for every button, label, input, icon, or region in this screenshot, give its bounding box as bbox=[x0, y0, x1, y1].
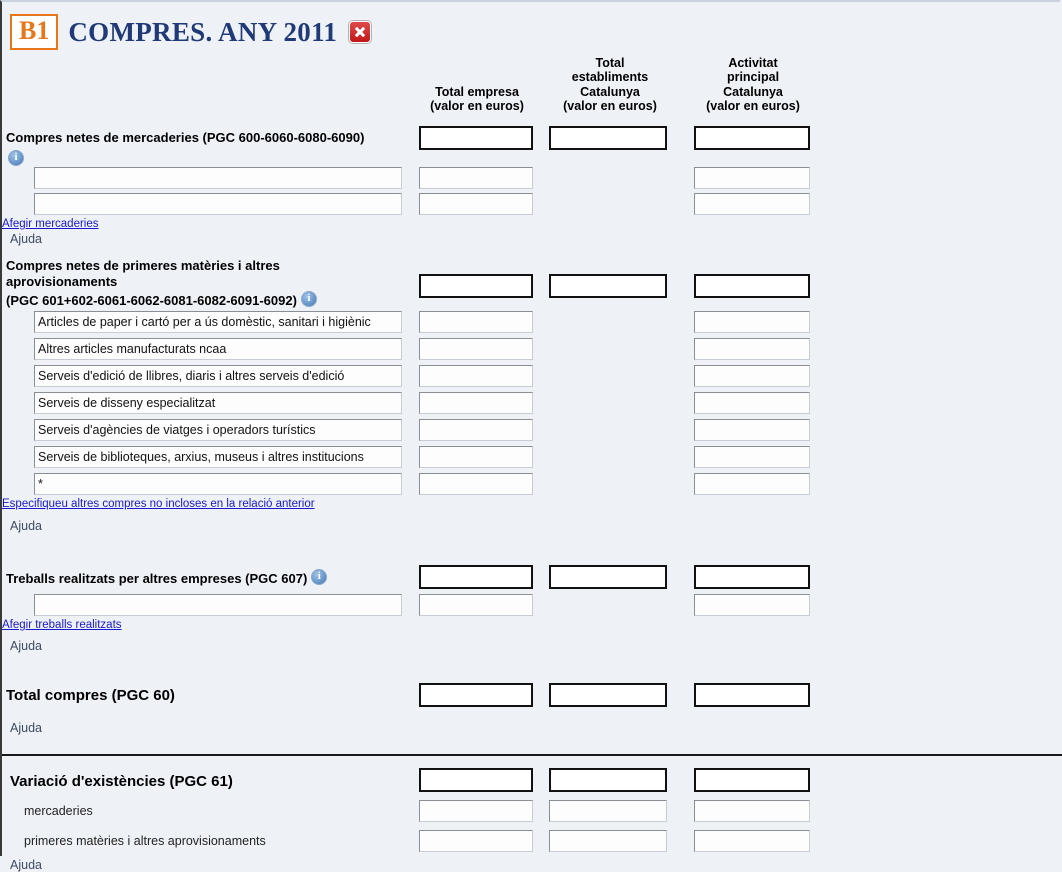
help-label-mercaderies[interactable]: Ajuda bbox=[10, 232, 42, 246]
help-label-primeres-materies[interactable]: Ajuda bbox=[10, 519, 42, 533]
primeres-materies-row-description-input[interactable] bbox=[34, 365, 402, 387]
primeres-materies-row-value-c3-input[interactable] bbox=[694, 446, 810, 468]
primeres-materies-row-value-c1-input[interactable] bbox=[419, 365, 533, 387]
treballs-row-value-c3-input[interactable] bbox=[694, 594, 810, 616]
total-compres-total-empresa-input[interactable] bbox=[419, 683, 533, 707]
section-badge: B1 bbox=[10, 14, 58, 50]
mercaderies-row-description-input[interactable] bbox=[34, 193, 402, 215]
column-header-activitat-principal: Activitat principal Catalunya (valor en euros) bbox=[706, 55, 800, 114]
column-header-total-empresa: Total empresa (valor en euros) bbox=[430, 84, 524, 114]
variacio-mercaderies-c1-input[interactable] bbox=[419, 800, 533, 822]
primeres-materies-row-value-c1-input[interactable] bbox=[419, 473, 533, 495]
primeres-materies-row-value-c1-input[interactable] bbox=[419, 419, 533, 441]
section-mercaderies bbox=[2, 114, 1062, 232]
variacio-total-establiments-input[interactable] bbox=[549, 768, 667, 792]
section-primeres-materies bbox=[2, 258, 1062, 496]
primeres-materies-row-value-c3-input[interactable] bbox=[694, 365, 810, 387]
mercaderies-row-value-c3-input[interactable] bbox=[694, 193, 810, 215]
mercaderies-row-value-c1-input[interactable] bbox=[419, 193, 533, 215]
section-primeres-materies-title: Compres netes de primeres matèries i altres aprovisionaments (PGC 601+602-6061-6062-6081-6082-6091-6092)i bbox=[2, 258, 317, 309]
section-variacio-title: Variació d'existències (PGC 61) bbox=[10, 773, 233, 790]
page-title: COMPRES. ANY 2011 bbox=[68, 16, 338, 47]
primeres-materies-row-value-c1-input[interactable] bbox=[419, 311, 533, 333]
mercaderies-row-description-input[interactable] bbox=[34, 167, 402, 189]
primeres-materies-activitat-principal-input[interactable] bbox=[694, 274, 810, 298]
variacio-primeres-materies-c3-input[interactable] bbox=[694, 830, 810, 852]
primeres-materies-row-description-input[interactable] bbox=[34, 311, 402, 333]
treballs-row-description-input[interactable] bbox=[34, 594, 402, 616]
section-mercaderies-title: Compres netes de mercaderies (PGC 600-6060-6080-6090) bbox=[6, 130, 365, 145]
primeres-materies-row-value-c1-input[interactable] bbox=[419, 338, 533, 360]
treballs-activitat-principal-input[interactable] bbox=[694, 565, 810, 589]
primeres-materies-row-value-c3-input[interactable] bbox=[694, 473, 810, 495]
column-headers bbox=[2, 42, 1062, 114]
help-label-variacio[interactable]: Ajuda bbox=[10, 858, 42, 872]
add-mercaderies-link[interactable]: Afegir mercaderies bbox=[2, 218, 99, 230]
mercaderies-row-value-c3-input[interactable] bbox=[694, 167, 810, 189]
help-label-total-compres[interactable]: Ajuda bbox=[10, 721, 42, 735]
variacio-mercaderies-c3-input[interactable] bbox=[694, 800, 810, 822]
section-total-compres bbox=[2, 683, 1062, 715]
section-total-compres-title: Total compres (PGC 60) bbox=[6, 687, 175, 704]
primeres-materies-row-description-input[interactable] bbox=[34, 338, 402, 360]
treballs-row-value-c1-input[interactable] bbox=[419, 594, 533, 616]
primeres-materies-total-establiments-input[interactable] bbox=[549, 274, 667, 298]
mercaderies-row-value-c1-input[interactable] bbox=[419, 167, 533, 189]
info-icon[interactable] bbox=[8, 150, 24, 166]
primeres-materies-row-description-input[interactable] bbox=[34, 473, 402, 495]
mercaderies-total-empresa-input[interactable] bbox=[419, 126, 533, 150]
variacio-activitat-principal-input[interactable] bbox=[694, 768, 810, 792]
treballs-total-empresa-input[interactable] bbox=[419, 565, 533, 589]
primeres-materies-row-value-c3-input[interactable] bbox=[694, 419, 810, 441]
primeres-materies-total-empresa-input[interactable] bbox=[419, 274, 533, 298]
primeres-materies-row-description-input[interactable] bbox=[34, 419, 402, 441]
section-variacio-existencies bbox=[2, 768, 1062, 856]
add-treballs-link[interactable]: Afegir treballs realitzats bbox=[2, 619, 122, 631]
variacio-mercaderies-c2-input[interactable] bbox=[549, 800, 667, 822]
form-body bbox=[2, 114, 1062, 872]
primeres-materies-row-description-input[interactable] bbox=[34, 446, 402, 468]
help-label-treballs[interactable]: Ajuda bbox=[10, 639, 42, 653]
treballs-total-establiments-input[interactable] bbox=[549, 565, 667, 589]
variacio-subrow-label: mercaderies bbox=[24, 804, 93, 818]
primeres-materies-row-value-c3-input[interactable] bbox=[694, 311, 810, 333]
primeres-materies-row-value-c3-input[interactable] bbox=[694, 392, 810, 414]
close-icon[interactable] bbox=[349, 21, 371, 43]
variacio-primeres-materies-c2-input[interactable] bbox=[549, 830, 667, 852]
section-treballs-realitzats bbox=[2, 565, 1062, 635]
specify-other-purchases-link[interactable]: Especifiqueu altres compres no incloses en la relació anterior bbox=[2, 498, 315, 510]
primeres-materies-row-value-c1-input[interactable] bbox=[419, 446, 533, 468]
total-compres-total-establiments-input[interactable] bbox=[549, 683, 667, 707]
info-icon[interactable] bbox=[311, 569, 327, 585]
info-icon[interactable] bbox=[301, 291, 317, 307]
total-compres-activitat-principal-input[interactable] bbox=[694, 683, 810, 707]
column-header-total-establiments: Total establiments Catalunya (valor en euros) bbox=[563, 55, 657, 114]
primeres-materies-row-description-input[interactable] bbox=[34, 392, 402, 414]
variacio-total-empresa-input[interactable] bbox=[419, 768, 533, 792]
primeres-materies-row-value-c3-input[interactable] bbox=[694, 338, 810, 360]
variacio-subrow-label: primeres matèries i altres aprovisionaments bbox=[24, 834, 266, 848]
section-divider bbox=[2, 754, 1062, 756]
variacio-primeres-materies-c1-input[interactable] bbox=[419, 830, 533, 852]
primeres-materies-row-value-c1-input[interactable] bbox=[419, 392, 533, 414]
mercaderies-activitat-principal-input[interactable] bbox=[694, 126, 810, 150]
section-treballs-title: Treballs realitzats per altres empreses (PGC 607)i bbox=[2, 569, 327, 587]
mercaderies-total-establiments-input[interactable] bbox=[549, 126, 667, 150]
